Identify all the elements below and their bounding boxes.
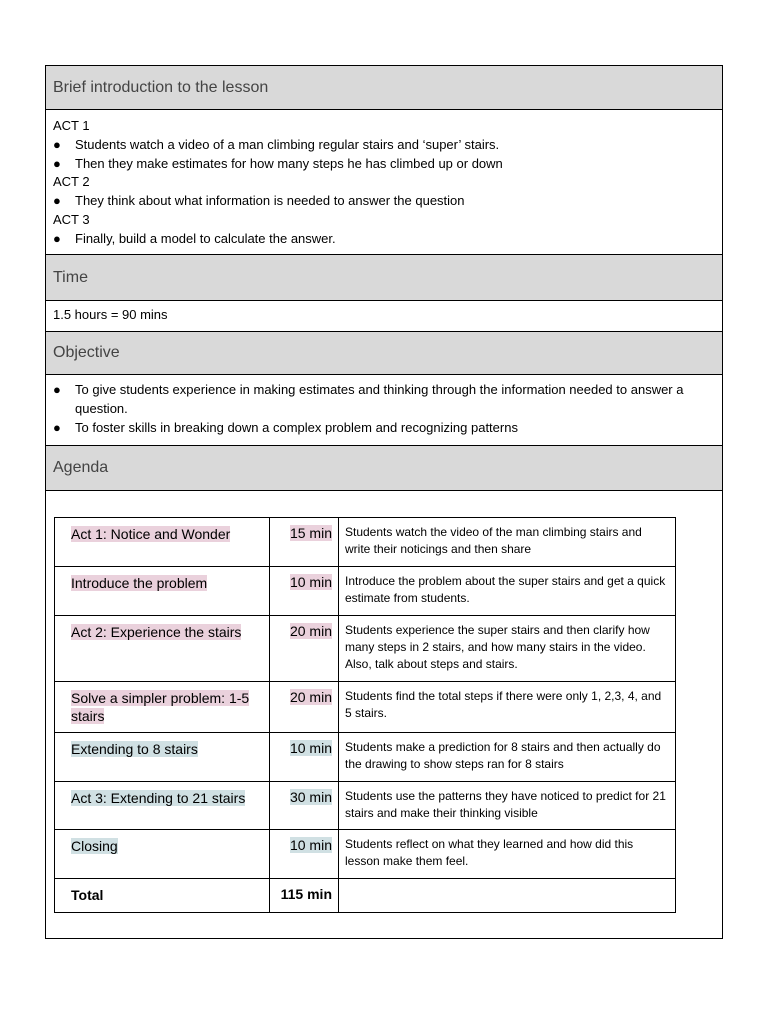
act1-label: ACT 1 bbox=[53, 118, 90, 133]
objective-heading: Objective bbox=[46, 332, 722, 375]
table-row bbox=[55, 782, 676, 830]
description-cell: Introduce the problem about the super stairs and get a quick estimate from students. bbox=[339, 567, 676, 616]
activity-cell: Act 2: Experience the stairs bbox=[71, 624, 242, 640]
agenda-table bbox=[54, 517, 676, 913]
description-cell: Students reflect on what they learned and how did this lesson make them feel. bbox=[339, 830, 676, 879]
agenda-heading: Agenda bbox=[46, 446, 722, 491]
list-item: ● To give students experience in making estimates and thinking through the information needed to answer a question. bbox=[53, 382, 684, 416]
activity-cell: Extending to 8 stairs bbox=[71, 741, 198, 757]
table-row bbox=[55, 733, 676, 782]
list-item: ● Students watch a video of a man climbing regular stairs and ‘super’ stairs. bbox=[53, 136, 500, 152]
time-heading: Time bbox=[46, 255, 722, 301]
time-body: 1.5 hours = 90 mins bbox=[46, 301, 722, 332]
time-cell: 10 min bbox=[289, 740, 332, 756]
activity-cell: Solve a simpler problem: 1-5 stairs bbox=[71, 690, 250, 724]
act3-label: ACT 3 bbox=[53, 211, 90, 227]
total-value: 115 min bbox=[270, 879, 339, 913]
list-item: ● They think about what information is needed to answer the question bbox=[53, 193, 465, 209]
intro-heading: Brief introduction to the lesson bbox=[46, 66, 722, 110]
time-cell: 15 min bbox=[289, 525, 332, 541]
act2-label: ACT 2 bbox=[53, 174, 90, 190]
table-row bbox=[55, 616, 676, 682]
list-item: ● Then they make estimates for how many steps he has climbed up or down bbox=[53, 155, 503, 171]
description-cell: Students find the total steps if there were only 1, 2,3, 4, and 5 stairs. bbox=[339, 682, 676, 733]
description-cell: Students watch the video of the man climbing stairs and write their noticings and then share bbox=[339, 518, 676, 567]
lesson-plan-document bbox=[45, 65, 723, 939]
table-row bbox=[55, 682, 676, 733]
activity-cell: Act 1: Notice and Wonder bbox=[71, 526, 231, 542]
total-label: Total bbox=[55, 879, 270, 913]
objective-body bbox=[46, 375, 722, 446]
list-item: ● Finally, build a model to calculate the answer. bbox=[53, 230, 336, 246]
total-row bbox=[55, 879, 676, 913]
intro-body bbox=[46, 110, 722, 255]
table-row bbox=[55, 518, 676, 567]
time-cell: 20 min bbox=[289, 623, 332, 639]
activity-cell: Introduce the problem bbox=[71, 575, 208, 591]
time-cell: 10 min bbox=[289, 837, 332, 853]
time-cell: 20 min bbox=[289, 689, 332, 705]
time-cell: 10 min bbox=[289, 574, 332, 590]
activity-cell: Closing bbox=[71, 838, 118, 854]
time-cell: 30 min bbox=[289, 789, 332, 805]
list-item: ● To foster skills in breaking down a complex problem and recognizing patterns bbox=[53, 419, 518, 435]
table-row bbox=[55, 830, 676, 879]
activity-cell: Act 3: Extending to 21 stairs bbox=[71, 790, 246, 806]
table-row bbox=[55, 567, 676, 616]
total-description-cell bbox=[339, 879, 676, 913]
description-cell: Students experience the super stairs and then clarify how many steps in 2 stairs, and how many stairs in the video. Also, talk about steps and stairs. bbox=[339, 616, 676, 682]
description-cell: Students make a prediction for 8 stairs and then actually do the drawing to show steps ran for 8 stairs bbox=[339, 733, 676, 782]
description-cell: Students use the patterns they have noticed to predict for 21 stairs and make their thinking visible bbox=[339, 782, 676, 830]
